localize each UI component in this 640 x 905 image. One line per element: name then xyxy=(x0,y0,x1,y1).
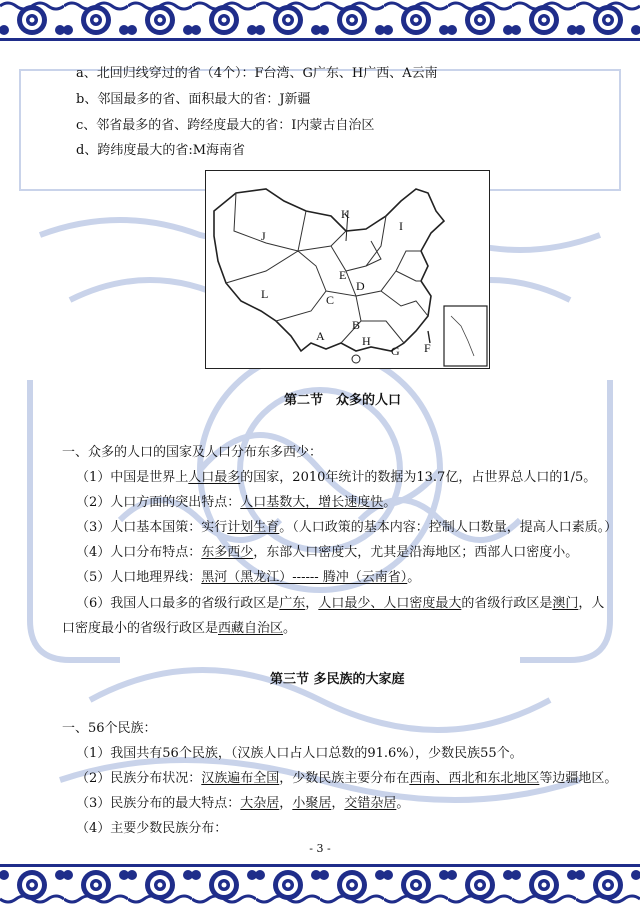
section2-item-6-continued: 口密度最小的省级行政区是西藏自治区。 xyxy=(62,621,297,636)
map-label-i: I xyxy=(399,219,403,233)
map-label-a: A xyxy=(316,329,325,343)
map-label-h: H xyxy=(362,334,371,348)
page-number: - 3 - xyxy=(309,842,331,855)
section3-item-3: （3）民族分布的最大特点：大杂居，小聚居，交错杂居。 xyxy=(76,796,410,811)
intro-item-c: c、邻省最多的省、跨经度最大的省：I内蒙古自治区 xyxy=(76,118,375,133)
intro-item-b: b、邻国最多的省、面积最大的省：J新疆 xyxy=(76,92,311,107)
intro-item-d: d、跨纬度最大的省:M海南省 xyxy=(76,143,246,158)
map-label-b: B xyxy=(352,318,361,332)
section2-heading: 一、众多的人口的国家及人口分布东多西少： xyxy=(62,445,323,460)
section3-item-4: （4）主要少数民族分布： xyxy=(76,821,228,836)
map-label-c: C xyxy=(326,293,335,307)
section2-title: 第二节 众多的人口 xyxy=(284,393,402,408)
section3-item-2: （2）民族分布状况：汉族遍布全国，少数民族主要分布在西南、西北和东北地区等边疆地区。 xyxy=(76,771,618,786)
section3-item-1: （1）我国共有56个民族，（汉族人口占人口总数的91.6%），少数民族55个。 xyxy=(76,746,523,761)
map-label-j: J xyxy=(261,229,266,243)
bottom-decorative-border xyxy=(0,859,640,905)
section2-item-4: （4）人口分布特点：东多西少，东部人口密度大，尤其是沿海地区；西部人口密度小。 xyxy=(76,545,579,560)
map-label-f: F xyxy=(424,341,431,355)
china-map-outline xyxy=(206,171,489,368)
map-label-l: L xyxy=(261,287,269,301)
china-province-map xyxy=(205,170,490,369)
map-label-g: G xyxy=(391,344,400,358)
map-label-e: E xyxy=(339,268,347,282)
top-decorative-border xyxy=(0,0,640,46)
section2-item-6: （6）我国人口最多的省级行政区是广东，人口最少、人口密度最大的省级行政区是澳门，人 xyxy=(76,596,605,611)
section2-item-2: （2）人口方面的突出特点：人口基数大，增长速度快。 xyxy=(76,495,397,510)
section2-item-5: （5）人口地理界线：黑河（黑龙江）------ 腾冲（云南省）。 xyxy=(76,570,421,585)
section2-item-3: （3）人口基本国策：实行计划生育。（人口政策的基本内容：控制人口数量，提高人口素质。） xyxy=(76,520,618,535)
map-label-k: K xyxy=(341,207,350,221)
section3-heading: 一、56个民族： xyxy=(62,721,157,736)
map-label-d: D xyxy=(356,279,365,293)
intro-item-a: a、北回归线穿过的省（4个）：F台湾、G广东、H广西、A云南 xyxy=(76,66,438,81)
section3-title: 第三节 多民族的大家庭 xyxy=(270,672,405,687)
section2-item-1: （1）中国是世界上人口最多的国家，2010年统计的数据为13.7亿，占世界总人口的1/5。 xyxy=(76,470,597,485)
